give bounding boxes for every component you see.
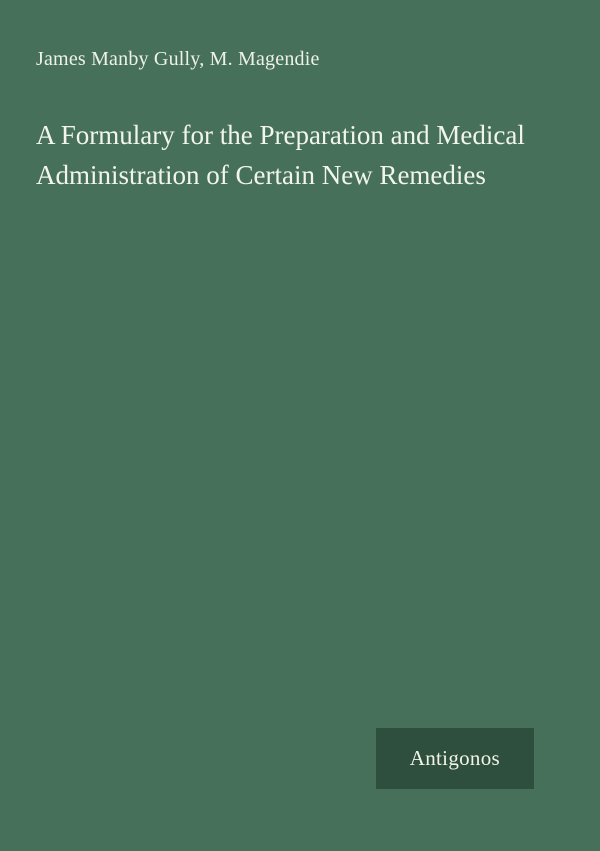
cover-spacer (36, 196, 548, 728)
book-title: A Formulary for the Preparation and Medical Administration of Certain New Remedies (36, 120, 525, 190)
publisher-row (36, 728, 548, 811)
author-name: James Manby Gully, M. Magendie (36, 48, 320, 70)
publisher-badge: Antigonos (376, 728, 534, 789)
